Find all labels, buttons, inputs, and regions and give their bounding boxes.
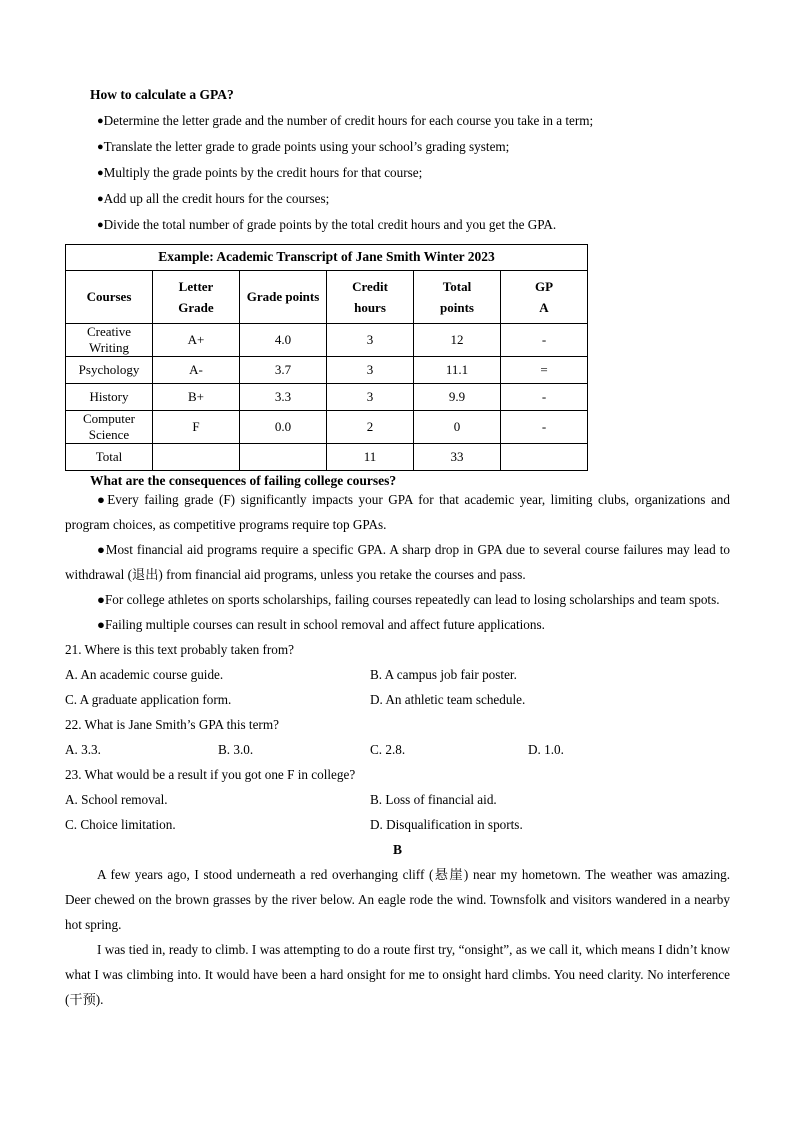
cell-credit-hours: 3 xyxy=(327,383,414,410)
column-header-line: Courses xyxy=(86,289,132,304)
bullet-icon: ● xyxy=(97,192,104,205)
column-header-total-points xyxy=(414,270,501,323)
table-title: Example: Academic Transcript of Jane Smith Winter 2023 xyxy=(66,244,588,270)
column-header-line: Grade points xyxy=(246,289,320,304)
cell-course: Creative Writing xyxy=(66,323,153,356)
option-a[interactable]: A. 3.3. xyxy=(65,742,101,757)
column-header-grade-points xyxy=(240,270,327,323)
cell-credit-hours: 3 xyxy=(327,323,414,356)
column-header-credit-hours xyxy=(327,270,414,323)
cell-course: Computer Science xyxy=(66,410,153,443)
column-header-line: GP xyxy=(534,278,554,294)
option-b[interactable]: B. Loss of financial aid. xyxy=(370,792,497,807)
question-23-options-row-1 xyxy=(65,787,730,812)
table-row xyxy=(66,410,588,443)
cell-total-points: 12 xyxy=(414,323,501,356)
consequences-paragraph: ●For college athletes on sports scholarships, failing courses repeatedly can lead to losing scholarships and team spots. xyxy=(97,592,720,607)
cell-credit-hours: 3 xyxy=(327,356,414,383)
list-item-label: Multiply the grade points by the credit hours for that course; xyxy=(103,164,423,180)
cell-course: Psychology xyxy=(66,356,153,383)
cell-gpa: = xyxy=(501,356,588,383)
option-a[interactable]: A. School removal. xyxy=(65,792,168,807)
question-22-stem: 22. What is Jane Smith’s GPA this term? xyxy=(65,717,279,732)
list-item xyxy=(97,212,730,238)
list-item xyxy=(97,108,730,134)
cell-letter-grade: F xyxy=(153,410,240,443)
gpa-heading: How to calculate a GPA? xyxy=(90,87,234,102)
cell-letter-grade xyxy=(153,443,240,470)
option-d[interactable]: D. 1.0. xyxy=(528,742,564,757)
question-23-stem: 23. What would be a result if you got one F in college? xyxy=(65,767,356,782)
question-21-options-row-2 xyxy=(65,687,730,712)
cell-grade-points: 3.7 xyxy=(240,356,327,383)
question-22-options-row xyxy=(65,737,730,762)
cell-gpa: - xyxy=(501,410,588,443)
cell-grade-points xyxy=(240,443,327,470)
table-row xyxy=(66,443,588,470)
option-b[interactable]: B. A campus job fair poster. xyxy=(370,667,517,682)
list-item xyxy=(97,186,730,212)
section-b-label: B xyxy=(392,842,402,857)
column-header-gpa xyxy=(501,270,588,323)
cell-total-points: 11.1 xyxy=(414,356,501,383)
list-item-label: Translate the letter grade to grade points using your school’s grading system; xyxy=(103,138,510,154)
cell-letter-grade: A- xyxy=(153,356,240,383)
column-header-line: hours xyxy=(354,299,386,315)
cell-gpa xyxy=(501,443,588,470)
table-header-row xyxy=(66,270,588,323)
cell-letter-grade: B+ xyxy=(153,383,240,410)
section-b-paragraph: A few years ago, I stood underneath a red overhanging cliff (悬崖) near my hometown. The weather was amazing. Deer chewed on the brown grasses by the river below. An eagle rode the wind. Townsfolk and visitors wandered in a nearby hot spring. xyxy=(65,867,730,932)
list-item xyxy=(97,160,730,186)
cell-credit-hours: 11 xyxy=(327,443,414,470)
consequences-paragraph: ●Every failing grade (F) significantly impacts your GPA for that academic year, limiting clubs, organizations and program choices, as competitive programs require top GPAs. xyxy=(65,492,730,532)
column-header-line: Credit xyxy=(352,278,388,294)
cell-total-points: 33 xyxy=(414,443,501,470)
column-header-courses xyxy=(66,270,153,323)
list-item-label: Determine the letter grade and the number of credit hours for each course you take in a term; xyxy=(103,112,594,128)
table-row xyxy=(66,323,588,356)
cell-gpa: - xyxy=(501,323,588,356)
column-header-line: Letter xyxy=(178,278,214,294)
document-content xyxy=(65,88,730,1012)
column-header-letter-grade xyxy=(153,270,240,323)
column-header-line: Total xyxy=(442,278,472,294)
option-b[interactable]: B. 3.0. xyxy=(218,742,254,757)
question-21-options-row-1 xyxy=(65,662,730,687)
bullet-icon: ● xyxy=(97,140,104,153)
bullet-icon: ● xyxy=(97,114,104,127)
option-d[interactable]: D. Disqualification in sports. xyxy=(370,817,523,832)
list-item-label: Divide the total number of grade points by the total credit hours and you get the GPA. xyxy=(103,216,557,232)
table-row xyxy=(66,356,588,383)
cell-letter-grade: A+ xyxy=(153,323,240,356)
option-c[interactable]: C. A graduate application form. xyxy=(65,692,232,707)
cell-course: History xyxy=(66,383,153,410)
option-c[interactable]: C. Choice limitation. xyxy=(65,817,176,832)
table-title-row xyxy=(66,244,588,270)
bullet-icon: ● xyxy=(97,166,104,179)
option-c[interactable]: C. 2.8. xyxy=(370,742,406,757)
cell-credit-hours: 2 xyxy=(327,410,414,443)
gpa-steps-list xyxy=(65,108,730,238)
table-row xyxy=(66,383,588,410)
question-23-options-row-2 xyxy=(65,812,730,837)
option-d[interactable]: D. An athletic team schedule. xyxy=(370,692,526,707)
cell-grade-points: 4.0 xyxy=(240,323,327,356)
cell-total-points: 0 xyxy=(414,410,501,443)
cell-gpa: - xyxy=(501,383,588,410)
transcript-table xyxy=(65,244,588,471)
cell-grade-points: 0.0 xyxy=(240,410,327,443)
column-header-line: points xyxy=(440,299,474,315)
option-a[interactable]: A. An academic course guide. xyxy=(65,667,224,682)
bullet-icon: ● xyxy=(97,218,104,231)
list-item-label: Add up all the credit hours for the courses; xyxy=(103,190,330,206)
consequences-paragraph: ●Failing multiple courses can result in school removal and affect future applications. xyxy=(97,617,545,632)
column-header-line: A xyxy=(539,299,549,315)
cell-course: Total xyxy=(66,443,153,470)
consequences-paragraph: ●Most financial aid programs require a specific GPA. A sharp drop in GPA due to several course failures may lead to withdrawal (退出) from financial aid programs, unless you retake the courses and pass. xyxy=(65,542,730,582)
column-header-line: Grade xyxy=(178,299,214,315)
list-item xyxy=(97,134,730,160)
question-21-stem: 21. Where is this text probably taken from? xyxy=(65,642,295,657)
consequences-heading: What are the consequences of failing college courses? xyxy=(90,472,397,488)
cell-total-points: 9.9 xyxy=(414,383,501,410)
section-b-paragraph: I was tied in, ready to climb. I was attempting to do a route first try, “onsight”, as we call it, which means I didn’t know what I was climbing into. It would have been a hard onsight for me to onsight hard climbs. You need clarity. No interference (干预). xyxy=(65,942,730,1007)
cell-grade-points: 3.3 xyxy=(240,383,327,410)
